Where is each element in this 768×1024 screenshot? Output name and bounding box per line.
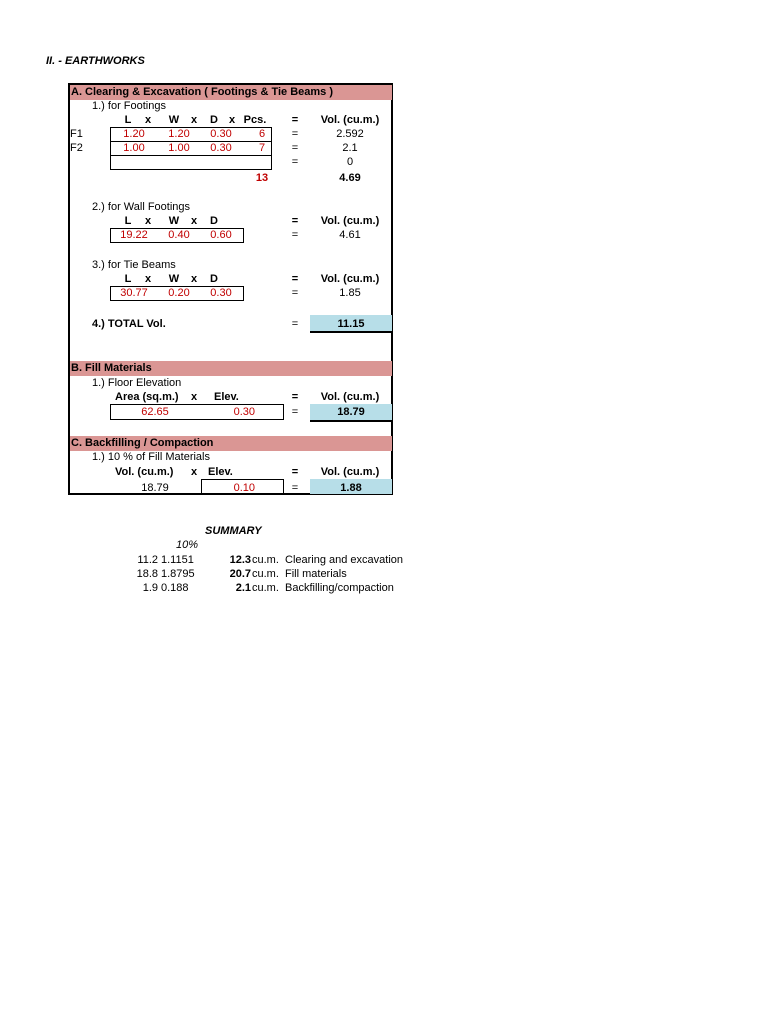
cell-elev: 0.10 — [233, 482, 255, 494]
cell-volume-in: 18.79 — [141, 482, 169, 494]
col-d: D — [210, 273, 218, 285]
total-volume-value: 11.15 — [337, 318, 365, 330]
col-d: D — [210, 215, 218, 227]
fill-percent-label: 1.) 10 % of Fill Materials — [92, 451, 210, 463]
col-w: W — [168, 273, 180, 285]
col-w: W — [168, 215, 180, 227]
summary-description: Fill materials — [285, 568, 347, 580]
section-c-title: C. Backfilling / Compaction — [71, 437, 214, 449]
cell-volume: 2.592 — [336, 128, 364, 140]
backfill-volume-value: 1.88 — [340, 482, 362, 494]
row-divider — [110, 155, 272, 156]
cell-volume: 0 — [346, 156, 354, 168]
equals-sign: = — [291, 114, 299, 126]
fill-underline — [310, 420, 392, 422]
col-d: D — [210, 114, 218, 126]
summary-base: 11.2 — [137, 554, 158, 566]
section-a-title: A. Clearing & Excavation ( Footings & Tie Beams ) — [71, 86, 334, 98]
cell-volume: 2.1 — [342, 142, 358, 154]
equals-sign: = — [291, 406, 299, 418]
cell-width: 1.20 — [168, 128, 190, 140]
total-volume-label: 4.) TOTAL Vol. — [92, 318, 166, 330]
col-x: x — [191, 466, 198, 478]
cell-area: 62.65 — [141, 406, 169, 418]
col-l: L — [124, 215, 132, 227]
equals-sign: = — [291, 156, 299, 168]
vol-header: Vol. (cu.m.) — [320, 466, 380, 478]
cell-pcs: 7 — [258, 142, 266, 154]
equals-sign: = — [291, 215, 299, 227]
vol-header: Vol. (cu.m.) — [320, 391, 380, 403]
equals-sign: = — [291, 229, 299, 241]
col-l: L — [124, 114, 132, 126]
total-pcs: 13 — [255, 172, 269, 184]
equals-sign: = — [291, 318, 299, 330]
cell-volume: 4.61 — [339, 229, 361, 241]
summary-title: SUMMARY — [205, 525, 262, 537]
vol-header: Vol. (cu.m.) — [320, 215, 380, 227]
cell-length: 1.20 — [123, 128, 145, 140]
col-vol: Vol. (cu.m.) — [115, 466, 174, 478]
cell-depth: 0.30 — [210, 142, 232, 154]
col-x: x — [144, 114, 152, 126]
section-b-title: B. Fill Materials — [71, 362, 152, 374]
summary-unit: cu.m. — [252, 568, 279, 580]
fill-volume-value: 18.79 — [337, 406, 365, 418]
summary-base: 18.8 — [136, 568, 158, 580]
summary-unit: cu.m. — [252, 554, 279, 566]
col-x: x — [190, 273, 198, 285]
col-w: W — [168, 114, 180, 126]
wall-footings-label: 2.) for Wall Footings — [92, 201, 191, 213]
cell-length: 30.77 — [120, 287, 148, 299]
summary-ten-percent: 1.8795 — [161, 568, 195, 580]
summary-description: Clearing and excavation — [285, 554, 404, 566]
cell-length: 19.22 — [120, 229, 148, 241]
col-elev: Elev. — [214, 391, 239, 403]
summary-base: 1.9 — [142, 582, 158, 594]
cell-width: 0.40 — [168, 229, 190, 241]
page-title: II. - EARTHWORKS — [46, 55, 145, 67]
summary-total: 2.1 — [235, 582, 251, 594]
summary-unit: cu.m. — [252, 582, 279, 594]
vol-header: Vol. (cu.m.) — [320, 273, 380, 285]
cell-elev: 0.30 — [233, 406, 255, 418]
row-id: F2 — [70, 142, 83, 154]
col-x: x — [190, 114, 198, 126]
equals-sign: = — [291, 273, 299, 285]
col-l: L — [124, 273, 132, 285]
summary-percent-header: 10% — [176, 539, 199, 551]
equals-sign: = — [291, 142, 299, 154]
summary-description: Backfilling/compaction — [285, 582, 394, 594]
cell-depth: 0.30 — [210, 128, 232, 140]
col-x: x — [144, 273, 152, 285]
col-x: x — [228, 114, 236, 126]
col-elev: Elev. — [208, 466, 233, 478]
summary-ten-percent: 1.1151 — [161, 554, 194, 566]
equals-sign: = — [291, 128, 299, 140]
col-area: Area (sq.m.) — [115, 391, 179, 403]
cell-pcs: 6 — [258, 128, 266, 140]
col-x: x — [191, 391, 198, 403]
cell-length: 1.00 — [123, 142, 145, 154]
equals-sign: = — [291, 482, 299, 494]
summary-ten-percent: 0.188 — [161, 582, 189, 594]
equals-sign: = — [291, 391, 299, 403]
floor-elevation-label: 1.) Floor Elevation — [92, 377, 182, 389]
col-pcs: Pcs. — [243, 114, 267, 126]
vol-header: Vol. (cu.m.) — [320, 114, 380, 126]
cell-width: 0.20 — [168, 287, 190, 299]
cell-depth: 0.30 — [210, 287, 232, 299]
cell-volume: 1.85 — [339, 287, 361, 299]
col-x: x — [190, 215, 198, 227]
col-x: x — [144, 215, 152, 227]
footings-total-volume: 4.69 — [339, 172, 361, 184]
summary-total: 20.7 — [229, 568, 251, 580]
equals-sign: = — [291, 287, 299, 299]
total-underline — [310, 331, 392, 333]
summary-total: 12.3 — [229, 554, 251, 566]
cell-depth: 0.60 — [210, 229, 232, 241]
footings-label: 1.) for Footings — [92, 100, 166, 112]
equals-sign: = — [291, 466, 299, 478]
row-id: F1 — [70, 128, 83, 140]
cell-width: 1.00 — [168, 142, 190, 154]
tie-beams-label: 3.) for Tie Beams — [92, 259, 176, 271]
